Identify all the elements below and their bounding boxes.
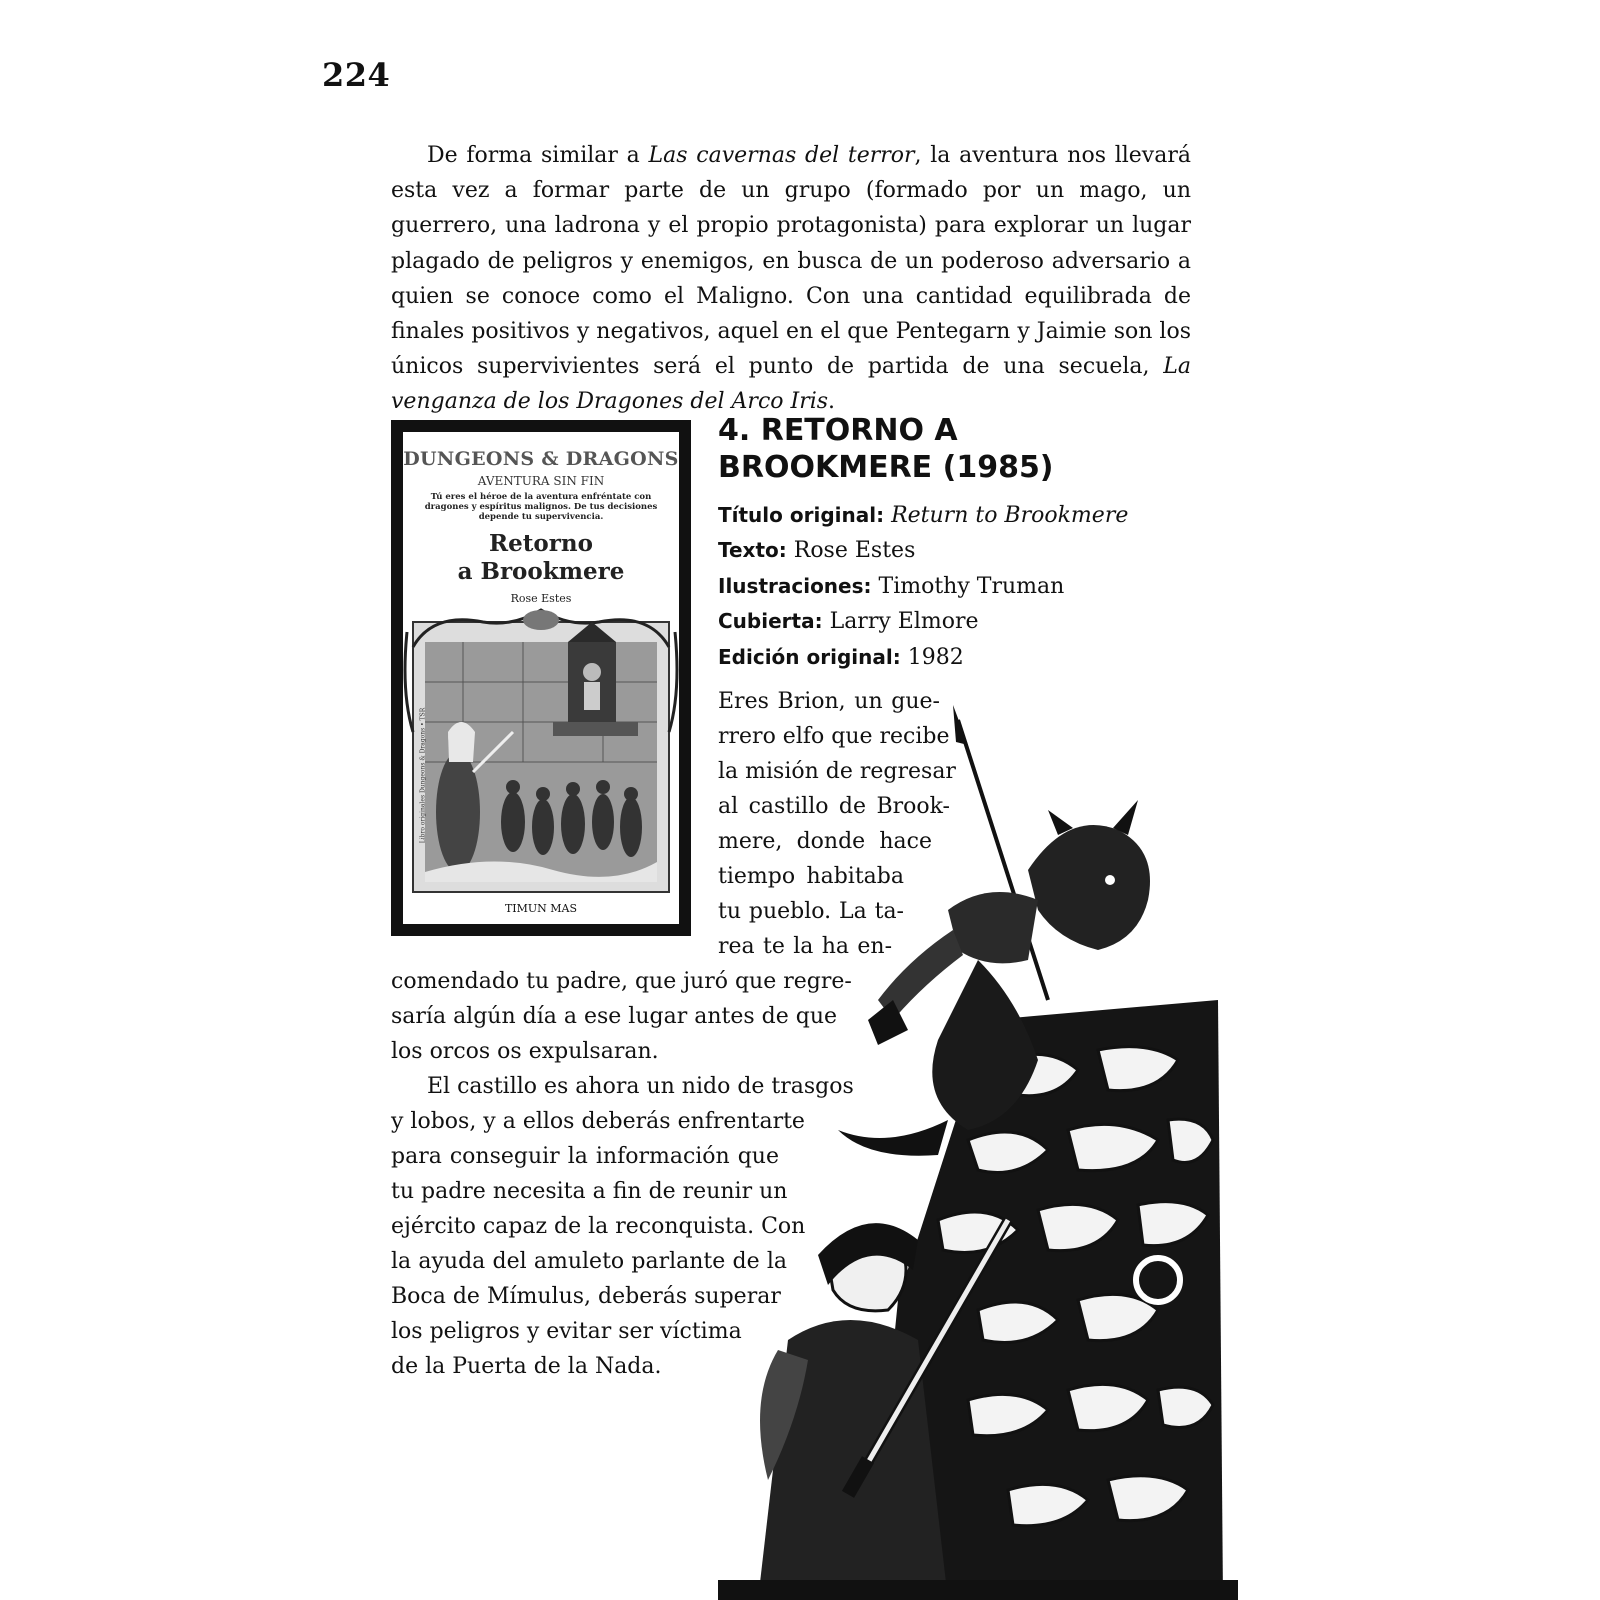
credit-label: Texto: [718, 538, 787, 563]
body-line: El castillo es ahora un nido de trasgos [427, 1074, 854, 1099]
body-line: tu pueblo. La ta- [718, 899, 904, 924]
body-line: rea te la ha en- [718, 934, 892, 959]
credit-original-title [718, 498, 1128, 533]
body-line: los peligros y evitar ser víctima [391, 1319, 742, 1344]
credit-cover [718, 604, 1128, 639]
body-line: y lobos, y a ellos deberás enfrentarte [391, 1109, 805, 1134]
cover-title-line2: a Brookmere [457, 558, 625, 585]
cover-subtitle: AVENTURA SIN FIN [477, 474, 605, 488]
credit-label: Ilustraciones: [718, 573, 872, 598]
section-heading-line1: 4. RETORNO A [718, 413, 958, 448]
cover-brand-logo: DUNGEONS & DRAGONS [403, 448, 679, 470]
cover-publisher: TIMUN MAS [504, 902, 578, 915]
body-line: saría algún día a ese lugar antes de que [391, 1004, 838, 1029]
body-line: rrero elfo que recibe [718, 724, 950, 749]
intro-text-1: De forma similar a [427, 143, 649, 168]
intro-italic-title-2: La venganza de los Dragones del Arco Iris [391, 354, 1191, 415]
credit-text [718, 533, 1128, 568]
intro-text-3: . [828, 389, 836, 415]
body-line: Boca de Mímulus, deberás superar [391, 1284, 781, 1309]
cover-sidenote: Libro originales Dungeons & Dragons • TSR [419, 707, 427, 844]
body-line: la ayuda del amuleto parlante de la [391, 1249, 787, 1274]
body-line: de la Puerta de la Nada. [391, 1354, 662, 1379]
credit-original-edition [718, 640, 1128, 675]
credit-label: Título original: [718, 503, 885, 527]
body-line: comendado tu padre, que juró que regre- [391, 969, 852, 994]
cover-title-line1: Retorno [489, 530, 593, 557]
cover-author: Rose Estes [510, 592, 572, 605]
cover-title [403, 530, 679, 586]
book-cover [391, 420, 691, 936]
credit-illustrations [718, 569, 1128, 604]
body-line: ejército capaz de la reconquista. Con [391, 1214, 806, 1239]
credit-value: Timothy Truman [878, 573, 1065, 599]
section-heading [718, 412, 1054, 486]
credit-value: Larry Elmore [829, 609, 979, 635]
credits-list [718, 498, 1128, 675]
intro-text-2: , la aventura nos llevará esta vez a formar parte de un grupo (formado por un mago, un guerrero, una ladrona y el propio protagonista) para explorar un lugar plagado de peligros y enemigos, en busca de un poderoso adversario a quien se conoce como el Maligno. Con una cantidad equilibrada de finales positivos y negativos, aquel en el que Pentegarn y Jaimie son los únicos supervivientes será el punto de partida de una secuela, [391, 143, 1191, 380]
intro-paragraph [391, 138, 1191, 420]
body-line: para conseguir la información que [391, 1144, 779, 1169]
body-line: mere, donde hace [718, 829, 932, 854]
credit-label: Cubierta: [718, 609, 823, 634]
body-line: al castillo de Brook- [718, 794, 950, 819]
page-number: 224 [322, 56, 391, 94]
body-line: tu padre necesita a fin de reunir un [391, 1179, 788, 1204]
credit-value: Rose Estes [793, 538, 916, 564]
credit-value: 1982 [907, 644, 964, 670]
body-line: Eres Brion, un gue- [718, 689, 940, 714]
credit-value: Return to Brookmere [891, 503, 1129, 528]
cover-tagline: Tú eres el héroe de la aventura enfréntate con dragones y espíritus malignos. De tus decisiones depende tu supervivencia. [424, 492, 658, 522]
section-heading-line2: BROOKMERE (1985) [718, 450, 1054, 485]
credit-label: Edición original: [718, 644, 901, 669]
body-line: tiempo habitaba [718, 864, 904, 889]
body-line: la misión de regresar [718, 759, 956, 784]
body-line: los orcos os expulsaran. [391, 1039, 659, 1064]
intro-italic-title-1: Las cavernas del terror [648, 143, 915, 168]
